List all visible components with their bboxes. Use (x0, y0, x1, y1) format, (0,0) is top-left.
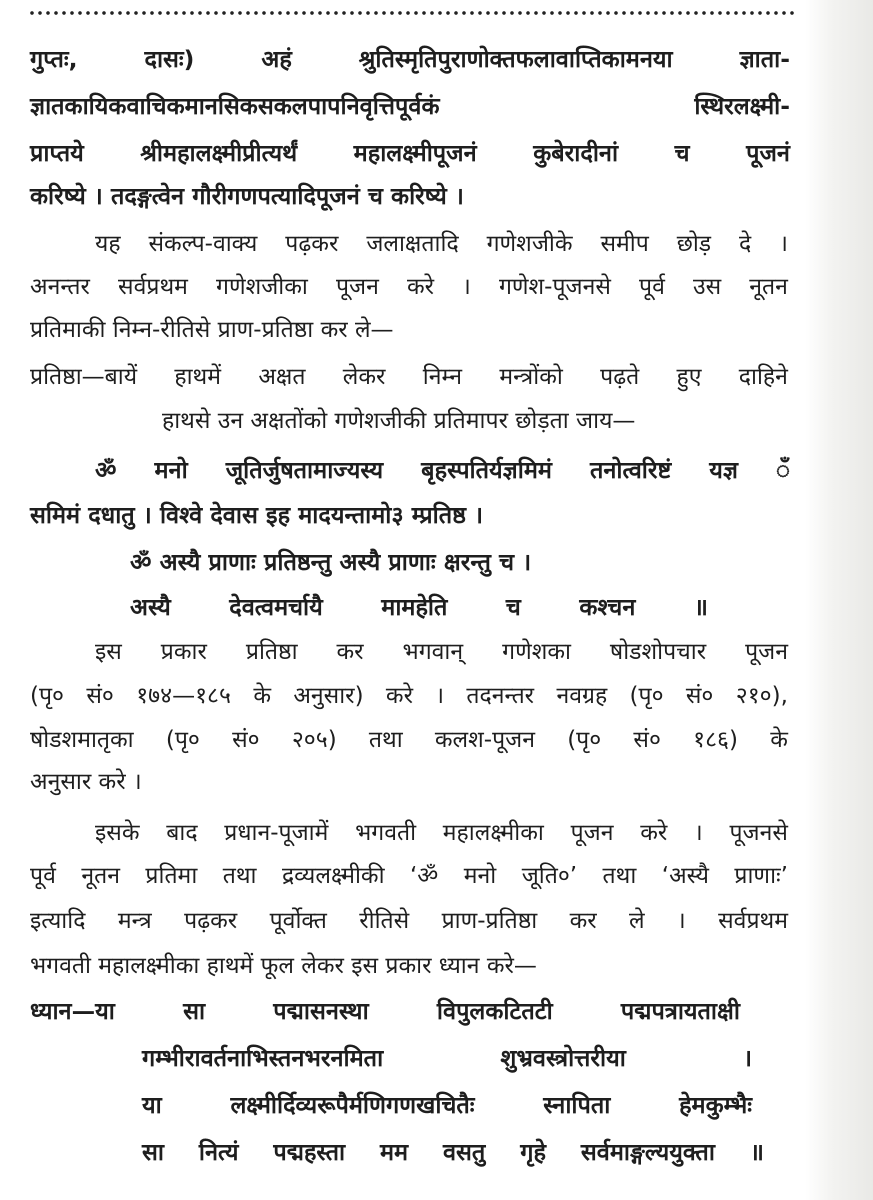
text-line: करिष्ये । तदङ्गत्वेन गौरीगणपत्यादिपूजनं च करिष्ये । (30, 182, 464, 210)
text-line: गुप्तः, दासः) अहं श्रुतिस्मृतिपुराणोक्तफलावाप्तिकामनया ज्ञाता- (30, 45, 790, 73)
mantra-line: समिमं दधातु । विश्वे देवास इह मादयन्तामो३ म्प्रतिष्ठ । (30, 501, 484, 529)
dhyana-line: ध्यान—या सा पद्मासनस्था विपुलकटितटी पद्मपत्रायताक्षी (30, 997, 740, 1025)
mantra-line: अस्यै देवत्वमर्चायै मामहेति च कश्चन ॥ (130, 593, 708, 621)
text-line: इस प्रकार प्रतिष्ठा कर भगवान् गणेशका षोडशोपचार पूजन (95, 639, 788, 665)
mantra-line: ॐ मनो जूतिर्जुषतामाज्यस्य बृहस्पतिर्यज्ञमिमं तनोत्वरिष्टं यज्ञ ँ (95, 456, 790, 484)
dhyana-line: या लक्ष्मीर्दिव्यरूपैर्मणिगणखचितैः स्नापिता हेमकुम्भैः (142, 1091, 752, 1119)
dhyana-line: सा नित्यं पद्महस्ता मम वसतु गृहे सर्वमाङ्गल्ययुक्ता ॥ (142, 1138, 764, 1166)
dotted-top-rule (28, 10, 794, 16)
text-line: हाथसे उन अक्षतोंको गणेशजीकी प्रतिमापर छोड़ता जाय— (162, 408, 636, 434)
text-line: प्राप्तये श्रीमहालक्ष्मीप्रीत्यर्थं महालक्ष्मीपूजनं कुबेरादीनां च पूजनं (30, 139, 790, 167)
text-line: (पृ० सं० १७४—१८५ के अनुसार) करे । तदनन्तर नवग्रह (पृ० सं० २१०), (30, 683, 788, 709)
text-line: अनुसार करे । (30, 769, 142, 795)
text-line: इसके बाद प्रधान-पूजामें भगवती महालक्ष्मीका पूजन करे । पूजनसे (95, 820, 788, 846)
page-edge-shadow (805, 0, 873, 1200)
text-line: अनन्तर सर्वप्रथम गणेशजीका पूजन करे । गणेश-पूजनसे पूर्व उस नूतन (30, 274, 788, 300)
text-line: पूर्व नूतन प्रतिमा तथा द्रव्यलक्ष्मीकी ‘ॐ मनो जूति०’ तथा ‘अस्यै प्राणाः’ (30, 863, 788, 889)
text-line: भगवती महालक्ष्मीका हाथमें फूल लेकर इस प्रकार ध्यान करे— (30, 953, 537, 979)
text-line: इत्यादि मन्त्र पढ़कर पूर्वोक्त रीतिसे प्राण-प्रतिष्ठा कर ले । सर्वप्रथम (30, 908, 788, 934)
text-line: प्रतिमाकी निम्न-रीतिसे प्राण-प्रतिष्ठा कर ले— (30, 317, 394, 343)
text-line: षोडशमातृका (पृ० सं० २०५) तथा कलश-पूजन (पृ० सं० १८६) के (30, 727, 788, 753)
dhyana-line: गम्भीरावर्तनाभिस्तनभरनमिता शुभ्रवस्त्रोत्तरीया । (142, 1044, 752, 1072)
text-line: ज्ञातकायिकवाचिकमानसिकसकलपापनिवृत्तिपूर्वकं स्थिरलक्ष्मी- (30, 92, 790, 120)
text-line: प्रतिष्ठा—बायें हाथमें अक्षत लेकर निम्न मन्त्रोंको पढ़ते हुए दाहिने (30, 364, 788, 390)
mantra-line: ॐ अस्यै प्राणाः प्रतिष्ठन्तु अस्यै प्राणाः क्षरन्तु च । (130, 548, 532, 576)
text-line: यह संकल्प-वाक्य पढ़कर जलाक्षतादि गणेशजीके समीप छोड़ दे । (95, 231, 788, 257)
